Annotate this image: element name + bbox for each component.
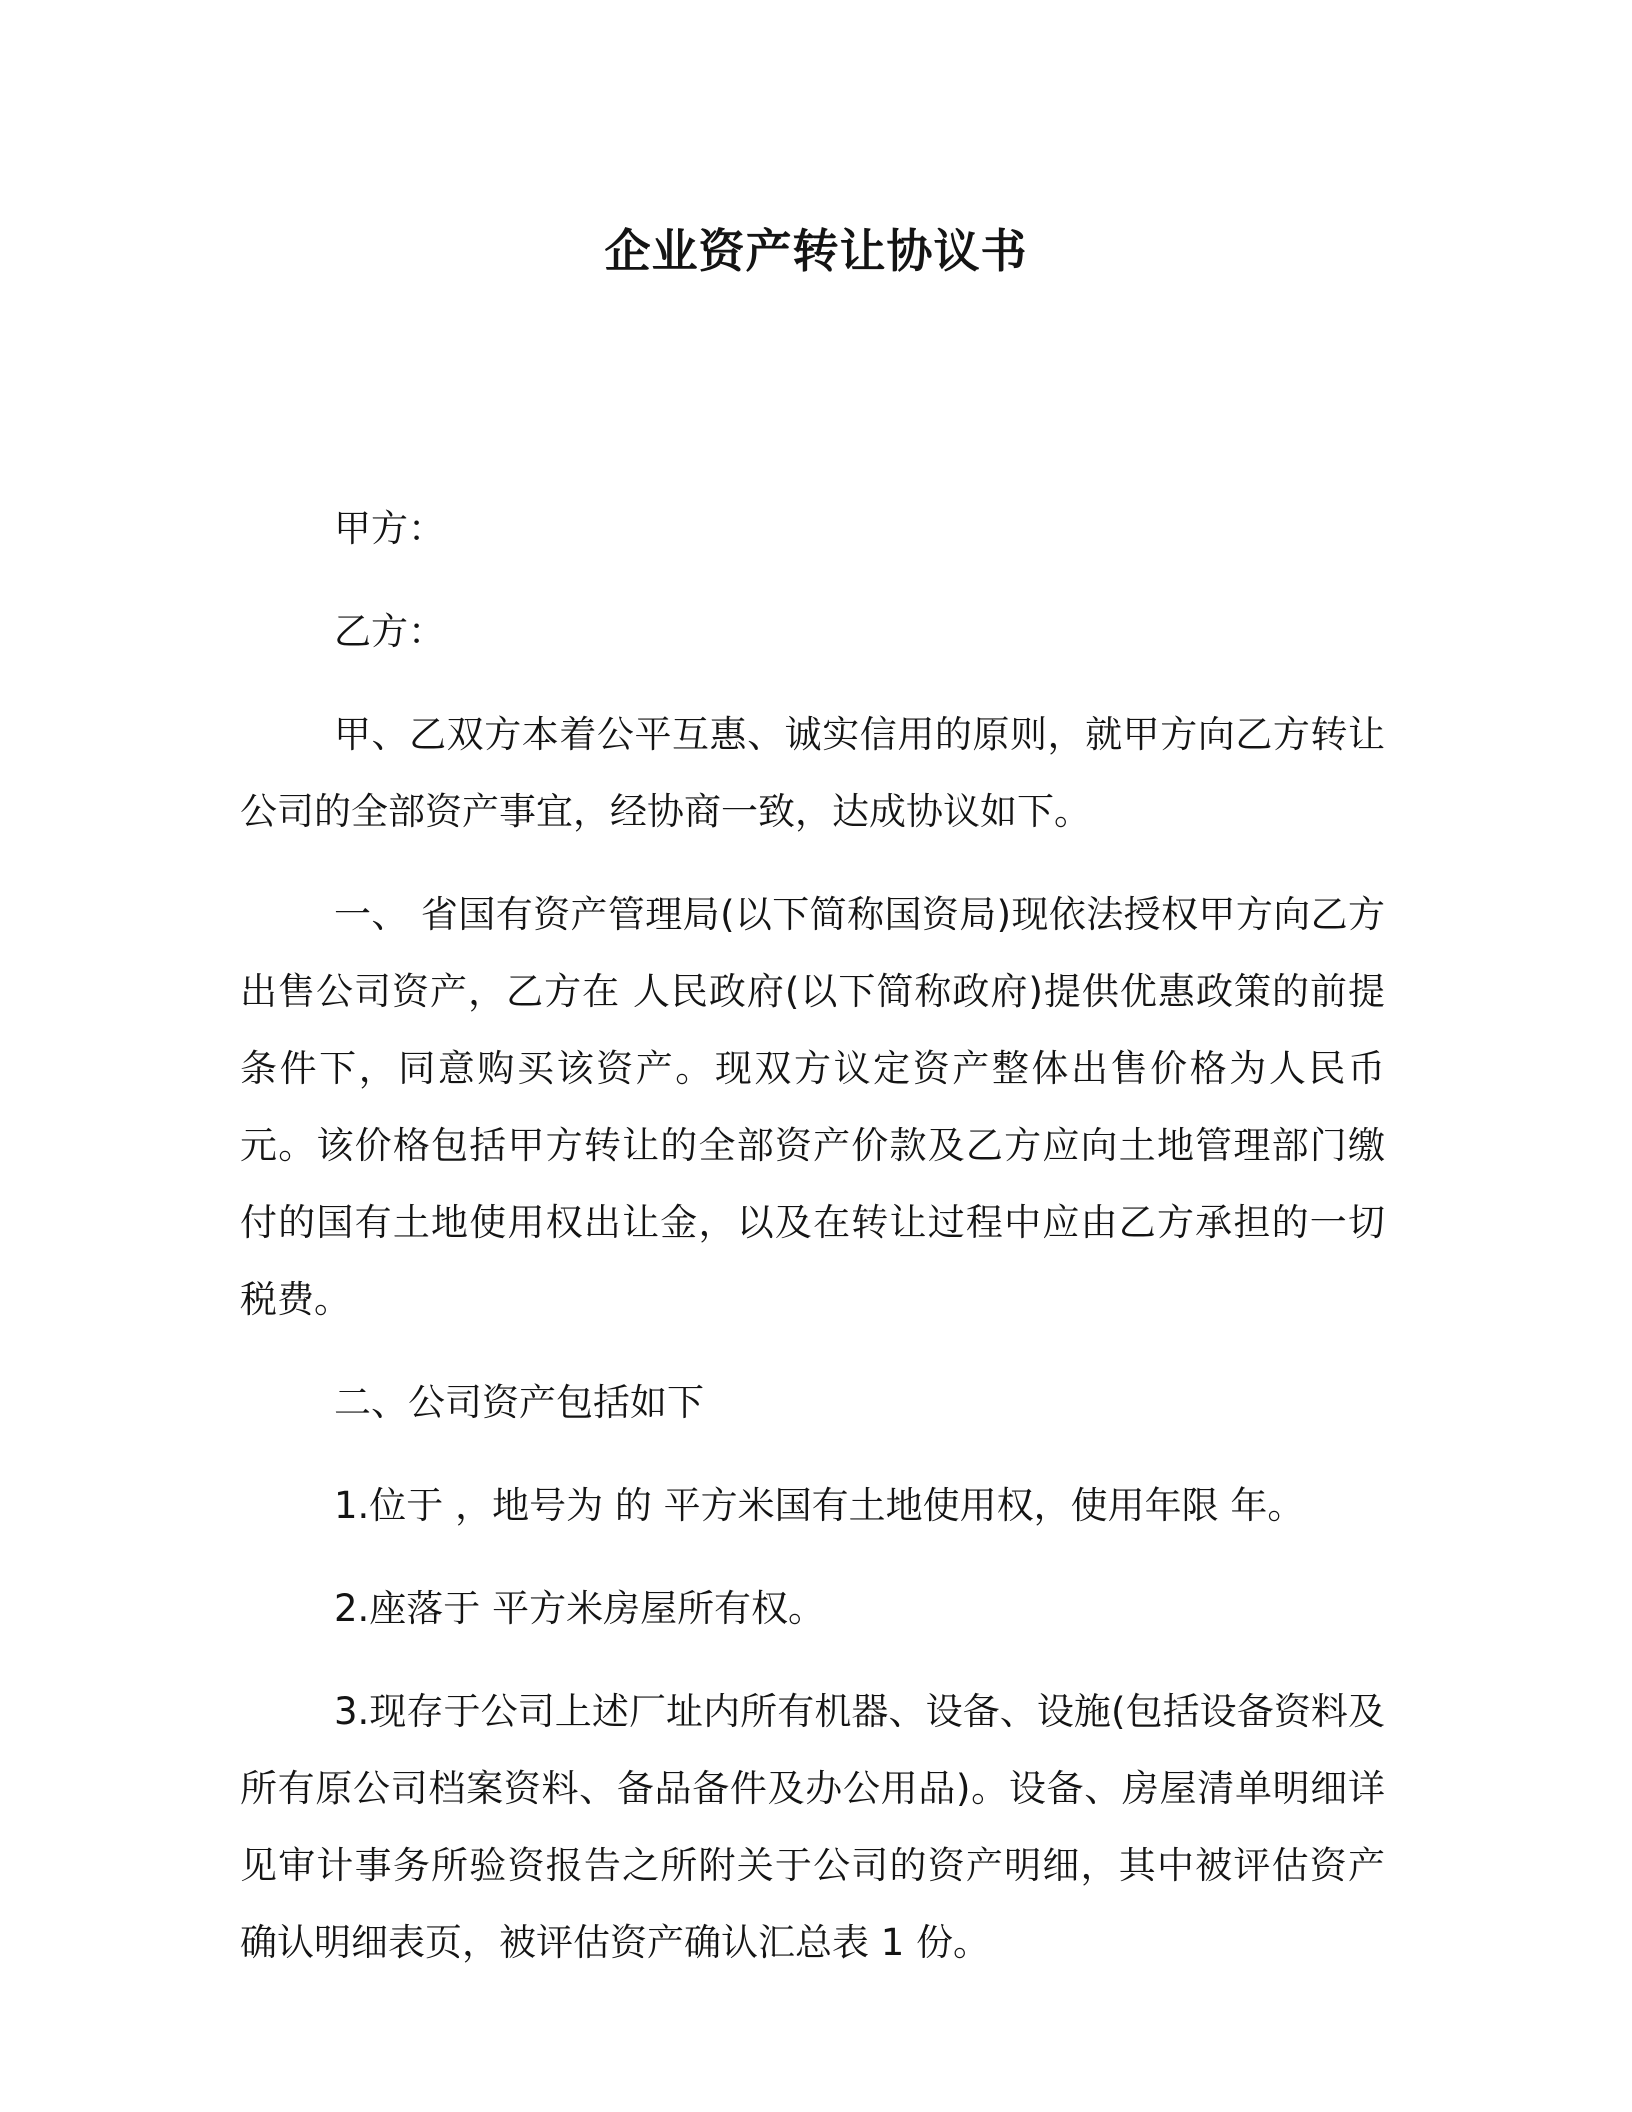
document-body [240,490,1385,2007]
asset-item-3: 3.现存于公司上述厂址内所有机器、设备、设施(包括设备资料及所有原公司档案资料、备品备件及办公用品)。设备、房屋清单明细详见审计事务所验资报告之所附关于公司的资产明细，其中被评估资产确认明细表页，被评估资产确认汇总表 1 份。 [240,1690,1385,1964]
asset-item-1: 1.位于 ，地号为 的 平方米国有土地使用权，使用年限 年。 [334,1484,1305,1527]
party-b-line: 乙方： [334,610,445,653]
preamble-paragraph: 甲、乙双方本着公平互惠、诚实信用的原则，就甲方向乙方转让公司的全部资产事宜，经协商一致，达成协议如下。 [240,713,1385,833]
document-title: 企业资产转让协议书 [604,224,1028,278]
party-a-line: 甲方： [334,507,445,550]
clause-two-heading: 二、公司资产包括如下 [334,1381,704,1424]
asset-item-2: 2.座落于 平方米房屋所有权。 [334,1587,826,1630]
clause-one-paragraph: 一、 省国有资产管理局(以下简称国资局)现依法授权甲方向乙方出售公司资产，乙方在 人民政府(以下简称政府)提供优惠政策的前提条件下，同意购买该资产。现双方议定资产整体出售价格为人民币 元。该价格包括甲方转让的全部资产价款及乙方应向土地管理部门缴付的国有土地使用权出让金，以及在转让过程中应由乙方承担的一切税费。 [240,893,1385,1321]
